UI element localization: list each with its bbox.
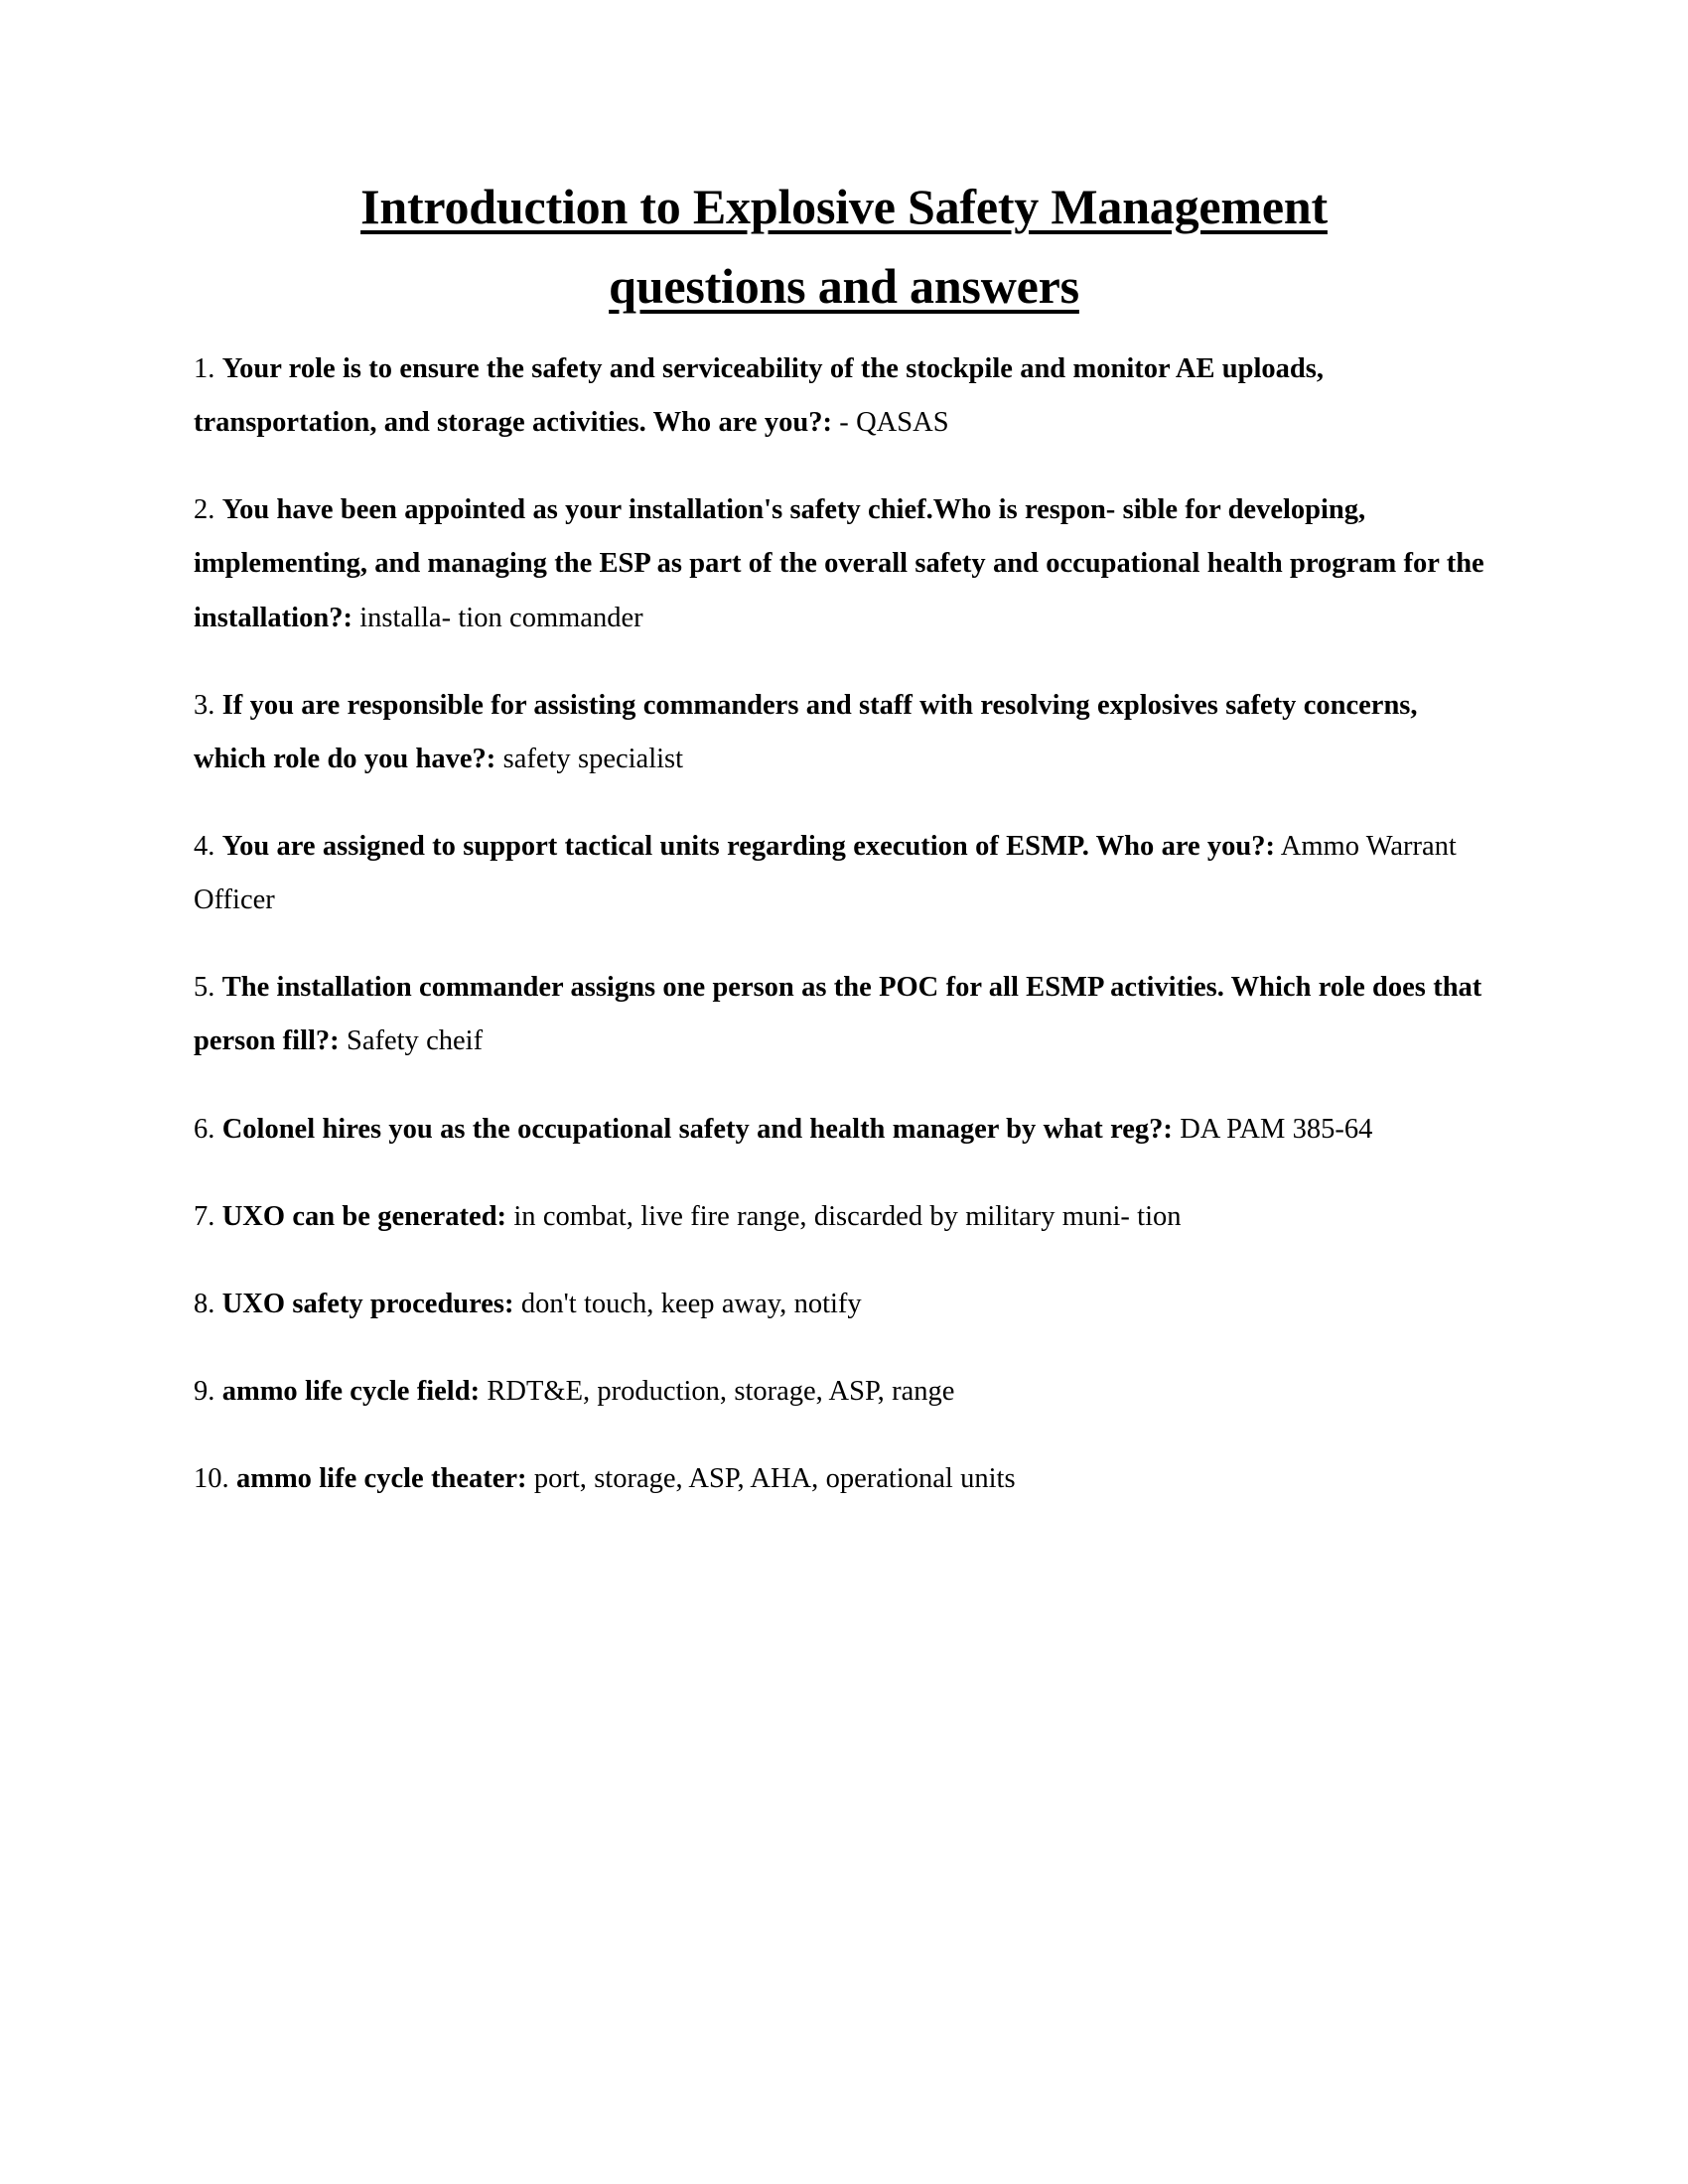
qa-question: Your role is to ensure the safety and serviceability of the stockpile and monitor AE uploads, transportation, and storage activities. Who are you?: [194,353,1324,439]
qa-question: UXO can be generated: [221,1200,507,1232]
qa-item [194,1190,1494,1244]
qa-item [194,1103,1494,1157]
qa-item [194,1452,1494,1506]
qa-item [194,483,1494,644]
qa-item [194,820,1494,927]
qa-item [194,679,1494,786]
qa-number: 9. [194,1375,215,1407]
qa-number: 6. [194,1113,215,1145]
qa-question: You are assigned to support tactical units regarding execution of ESMP. Who are you?: [221,830,1276,862]
qa-number: 2. [194,494,215,526]
qa-answer: - QASAS [831,407,949,439]
qa-question: The installation commander assigns one person as the POC for all ESMP activities. Which role does that person fill?: [194,972,1482,1057]
qa-number: 5. [194,972,215,1004]
qa-number: 1. [194,353,215,384]
page-title [194,174,1494,319]
qa-answer: Ammo Warrant Officer [194,830,1457,916]
qa-list [194,342,1494,1506]
qa-question: UXO safety procedures: [221,1288,514,1319]
qa-number: 8. [194,1288,215,1319]
qa-number: 3. [194,689,215,721]
qa-answer: safety specialist [495,743,684,774]
qa-answer: installa- tion commander [352,602,643,633]
document-content [194,174,1494,1540]
qa-question: If you are responsible for assisting commanders and staff with resolving explosives safety concerns, which role do you have?: [194,689,1418,774]
qa-item [194,961,1494,1068]
qa-item [194,1278,1494,1331]
qa-question: Colonel hires you as the occupational safety and health manager by what reg?: [221,1113,1173,1145]
qa-number: 7. [194,1200,215,1232]
qa-question: ammo life cycle field: [221,1375,481,1407]
qa-answer: RDT&E, production, storage, ASP, range [480,1375,955,1407]
qa-item [194,1365,1494,1419]
qa-answer: port, storage, ASP, AHA, operational units [526,1463,1016,1495]
qa-item [194,342,1494,450]
qa-question: ammo life cycle theater: [235,1463,527,1495]
qa-answer: Safety cheif [339,1025,484,1057]
qa-number: 10. [194,1463,229,1495]
qa-answer: DA PAM 385-64 [1172,1113,1373,1145]
qa-question: You have been appointed as your installation's safety chief.Who is respon- sible for developing, implementing, and managing the ESP as part of the overall safety and occupational health program for the installation?: [194,494,1484,633]
qa-answer: don't touch, keep away, notify [513,1288,862,1319]
qa-number: 4. [194,830,215,862]
page-title-line-2: questions and answers [609,258,1079,314]
qa-answer: in combat, live fire range, discarded by military muni- tion [506,1200,1182,1232]
page-title-line-1: Introduction to Explosive Safety Management [360,179,1328,234]
